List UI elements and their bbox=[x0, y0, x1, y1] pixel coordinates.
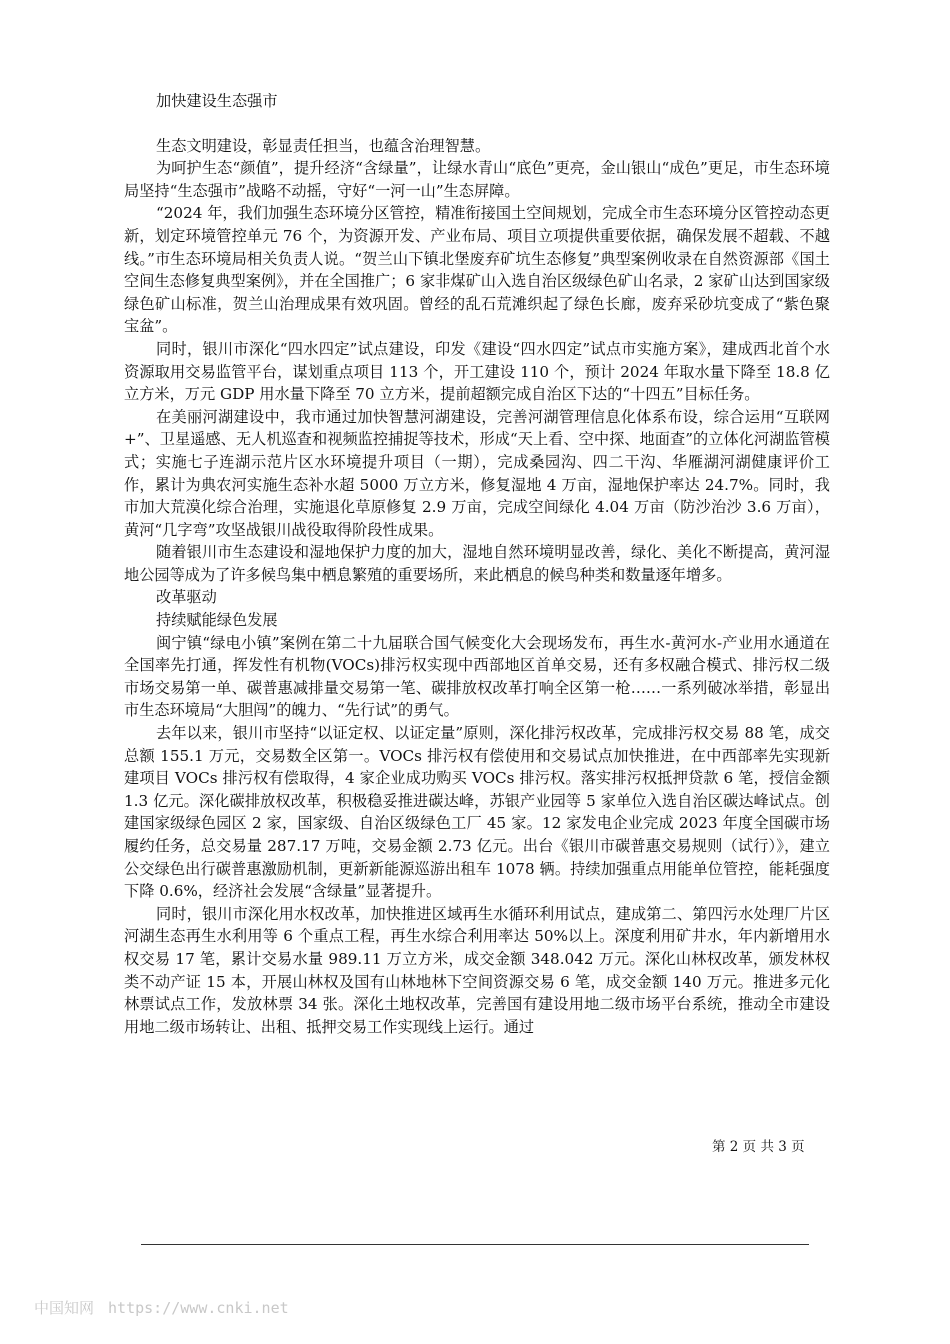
paragraph: 在美丽河湖建设中，我市通过加快智慧河湖建设，完善河湖管理信息化体系布设，综合运用“互联网+”、卫星遥感、无人机巡查和视频监控捕捉等技术，形成“天上看、空中探、地面查”的立体化河湖监管模式；实施七子连湖示范片区水环境提升项目（一期），完成桑园沟、四二干沟、华雁湖河湖健康评价工作，累计为典农河实施生态补水超 5000 万立方米，修复湿地 4 万亩，湿地保护率达 24.7%。同时，我市加大荒漠化综合治理，实施退化草原修复 2.9 万亩，完成空间绿化 4.04 万亩（防沙治沙 3.6 万亩），黄河“几字弯”攻坚战银川战役取得阶段性成果。 bbox=[124, 407, 830, 539]
watermark-brand: 中国知网 bbox=[34, 1299, 95, 1317]
paragraph: 去年以来，银川市坚持“以证定权、以证定量”原则，深化排污权改革，完成排污权交易 88 笔，成交总额 155.1 万元，交易数全区第一。VOCs 排污权有偿使用和交易试点加快推进，在中西部率先实现新建项目 VOCs 排污权有偿取得，4 家企业成功购买 VOCs 排污权。落实排污权抵押贷款 6 笔，授信金额 1.3 亿元。深化碳排放权改革，积极稳妥推进碳达峰，苏银产业园等 5 家单位入选自治区碳达峰试点。创建国家级绿色园区 2 家，国家级、自治区级绿色工厂 45 家。12 家发电企业完成 2023 年度全国碳市场履约任务，总交易量 287.17 万吨，交易金额 2.73 亿元。出台《银川市碳普惠交易规则（试行）》，建立公交绿色出行碳普惠激励机制，更新新能源巡游出租车 1078 辆。持续加强重点用能单位管控，能耗强度下降 0.6%，经济社会发展“含绿量”显著提升。 bbox=[124, 724, 830, 901]
paragraph: 同时，银川市深化用水权改革，加快推进区域再生水循环利用试点，建成第二、第四污水处理厂片区河湖生态再生水利用等 6 个重点工程，再生水综合利用率达 50%以上。深度利用矿井水，年内新增用水权交易 17 笔，累计交易水量 989.11 万立方米，成交金额 348.042 万元。深化山林权改革，颁发林权类不动产证 15 本，开展山林权及国有山林地林下空间资源交易 6 笔，成交金额 140 万元。推进多元化林票试点工作，发放林票 34 张。深化土地权改革，完善国有建设用地二级市场平台系统，推动全市建设用地二级市场转让、出租、抵押交易工作实现线上运行。通过 bbox=[124, 904, 830, 1036]
paragraph: 为呵护生态“颜值”，提升经济“含绿量”，让绿水青山“底色”更亮，金山银山“成色”更足，市生态环境局坚持“生态强市”战略不动摇，守好“一河一山”生态屏障。 bbox=[124, 159, 830, 200]
document-body bbox=[124, 90, 830, 1038]
watermark-url: https://www.cnki.net bbox=[108, 1299, 289, 1317]
paragraph: 同时，银川市深化“四水四定”试点建设，印发《建设“四水四定”试点市实施方案》，建成西北首个水资源取用交易监管平台，谋划重点项目 113 个，开工建设 110 个，预计 2024 年取水量下降至 18.8 亿立方米，万元 GDP 用水量下降至 70 立方米，提前超额完成自治区下达的“十四五”目标任务。 bbox=[124, 339, 830, 404]
footer-divider bbox=[141, 1244, 809, 1245]
page-number: 第 2 页 共 3 页 bbox=[712, 1139, 805, 1155]
blank-line bbox=[124, 113, 830, 135]
paragraph: “2024 年，我们加强生态环境分区管控，精准衔接国土空间规划，完成全市生态环境分区管控动态更新，划定环境管控单元 76 个，为资源开发、产业布局、项目立项提供重要依据，确保发展不超载、不越线。”市生态环境局相关负责人说。“贺兰山下镇北堡废弃矿坑生态修复”典型案例收录在自然资源部《国土空间生态修复典型案例》，并在全国推广；6 家非煤矿山入选自治区级绿色矿山名录，2 家矿山达到国家级绿色矿山标准，贺兰山治理成果有效巩固。曾经的乱石荒滩织起了绿色长廊，废弃采砂坑变成了“紫色聚宝盆”。 bbox=[124, 204, 830, 336]
watermark bbox=[34, 1297, 289, 1318]
paragraph: 随着银川市生态建设和湿地保护力度的加大，湿地自然环境明显改善，绿化、美化不断提高，黄河湿地公园等成为了许多候鸟集中栖息繁殖的重要场所，来此栖息的候鸟种类和数量逐年增多。 bbox=[124, 543, 830, 584]
paragraph: 闽宁镇“绿电小镇”案例在第二十九届联合国气候变化大会现场发布，再生水-黄河水-产业用水通道在全国率先打通，挥发性有机物(VOCs)排污权实现中西部地区首单交易，还有多权融合模式、排污权二级市场交易第一单、碳普惠减排量交易第一笔、碳排放权改革打响全区第一枪……一系列破冰举措，彰显出市生态环境局“大胆闯”的魄力、“先行试”的勇气。 bbox=[124, 633, 830, 720]
subheading: 持续赋能绿色发展 bbox=[156, 611, 278, 630]
section-title: 加快建设生态强市 bbox=[156, 92, 278, 110]
subheading: 改革驱动 bbox=[156, 588, 217, 607]
paragraph: 生态文明建设，彰显责任担当，也蕴含治理智慧。 bbox=[156, 136, 491, 155]
